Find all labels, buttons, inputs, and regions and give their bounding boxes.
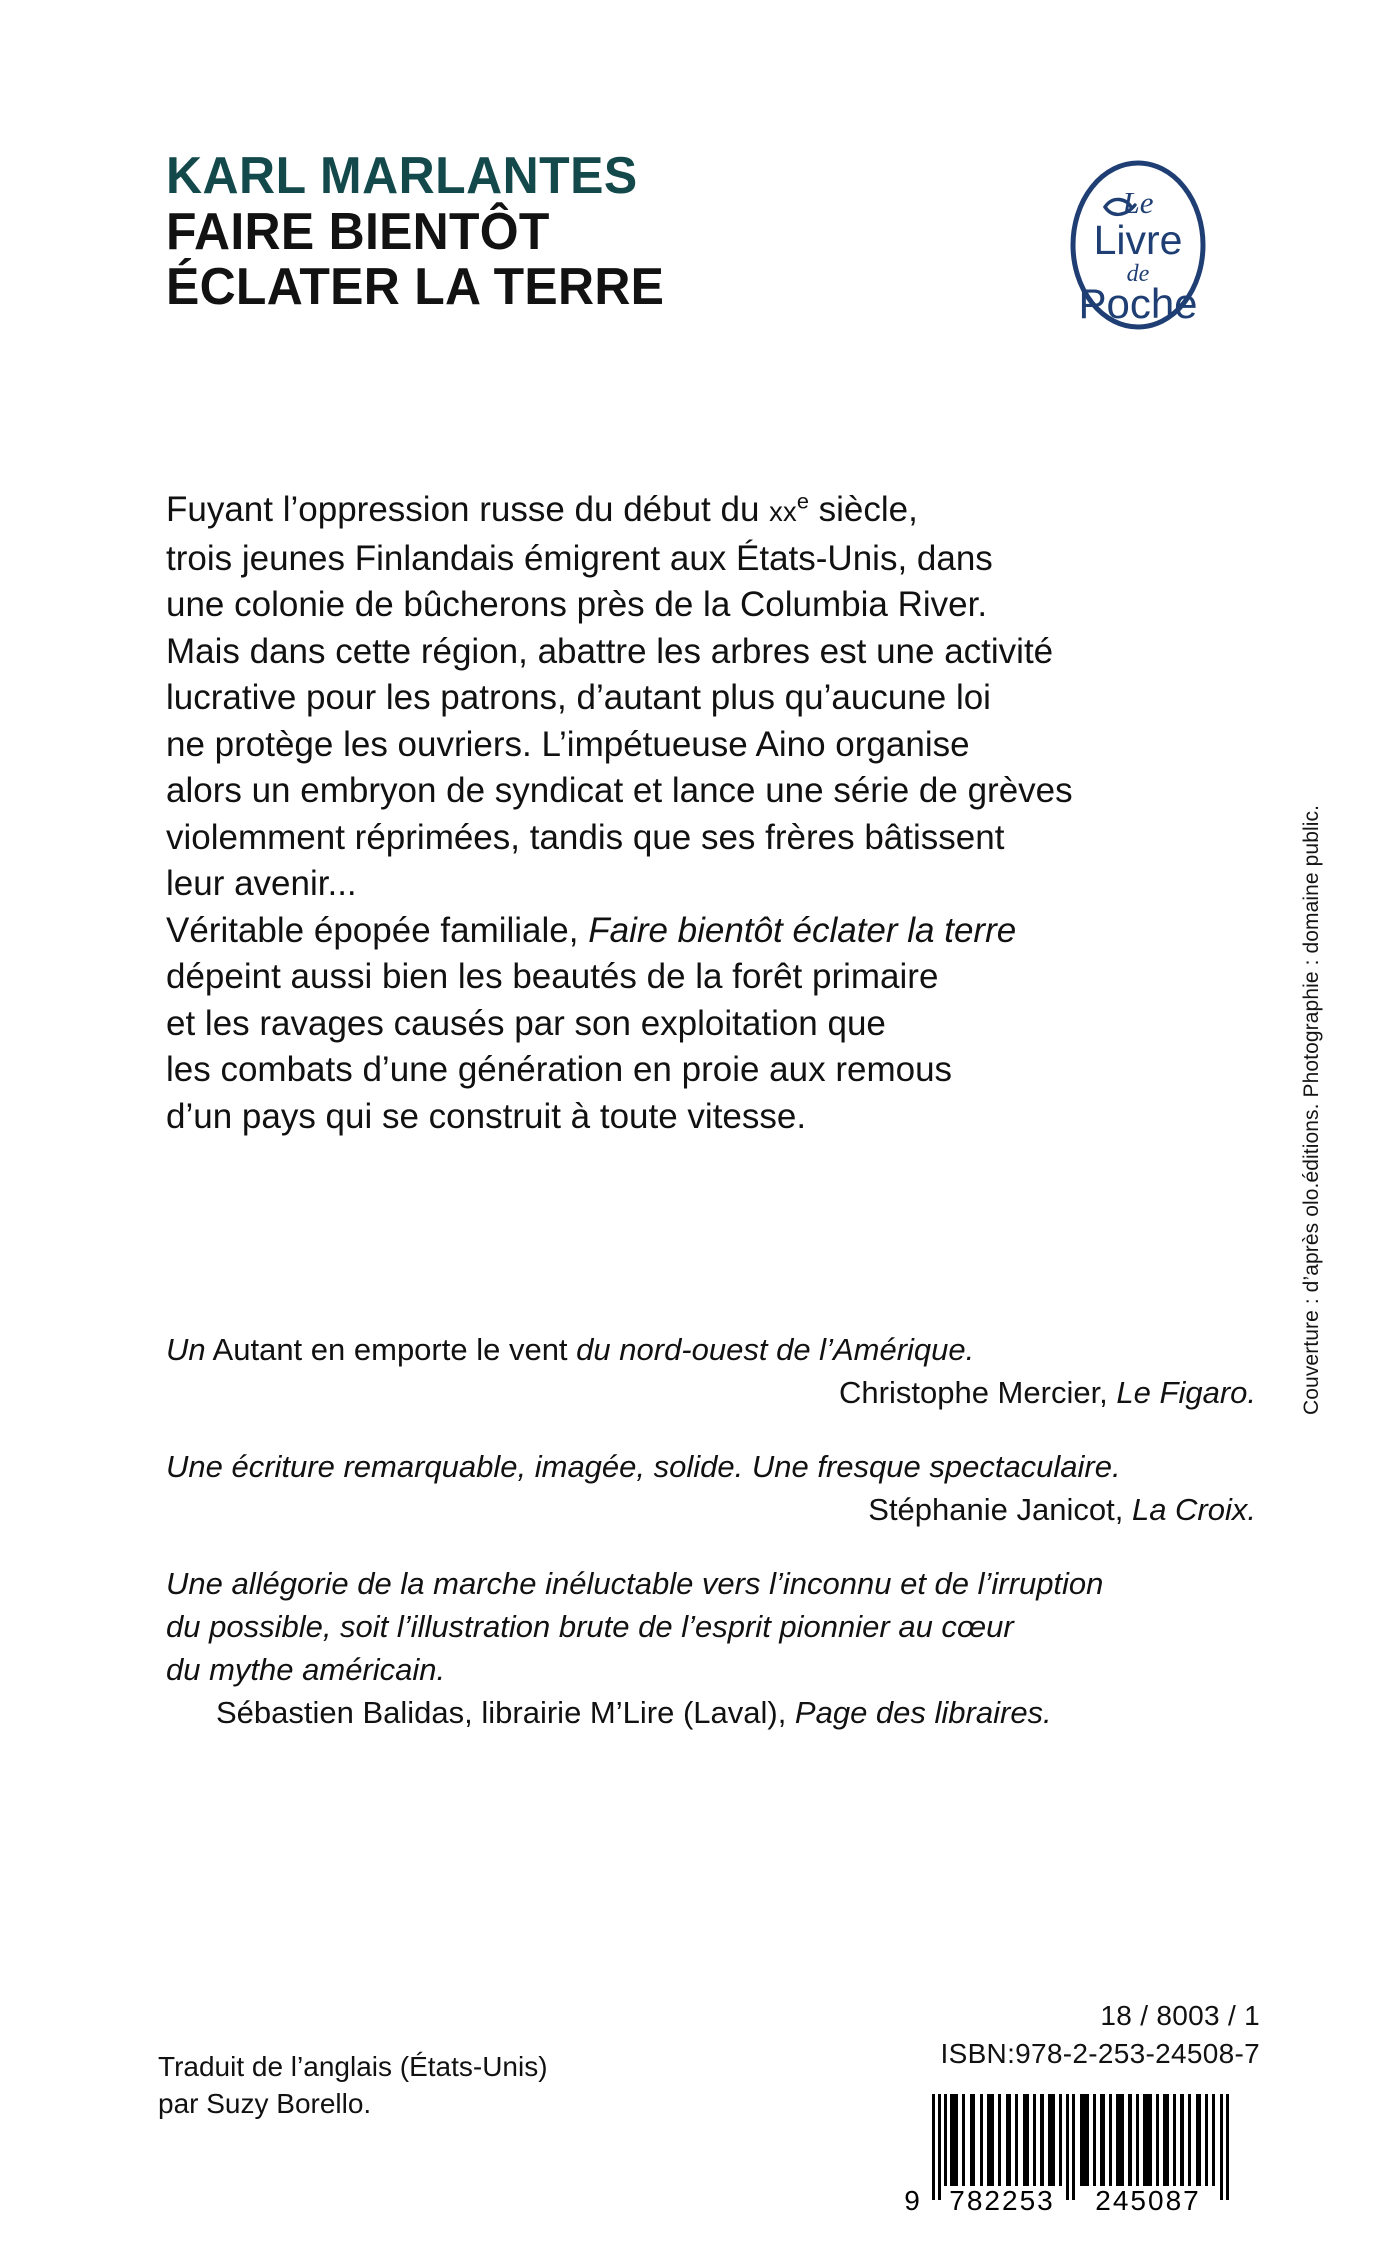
synopsis-paragraph-2 (166, 908, 1256, 1141)
synopsis-line: et les ravages causés par son exploitation que (166, 1003, 886, 1043)
cover-credit-vertical: Couverture : d’après olo.éditions. Photographie : domaine public. (1300, 804, 1323, 1415)
barcode (890, 2088, 1260, 2226)
book-title (166, 205, 1184, 315)
synopsis-line: violemment réprimées, tandis que ses frères bâtissent (166, 817, 1005, 857)
synopsis-line: Fuyant l’oppression russe du début du $xx^e$ siècle, (166, 488, 918, 529)
publication-name: La Croix. (1131, 1492, 1256, 1527)
press-quotes (166, 1328, 1256, 1734)
synopsis-line: Véritable épopée familiale, Faire bientôt éclater la terre (166, 910, 1017, 950)
century-superscript: e (796, 488, 809, 514)
logo-text-de: de (1126, 261, 1150, 287)
price-code: 18 / 8003 / 1 (1100, 2000, 1260, 2031)
synopsis-line: ne protège les ouvriers. L’impétueuse Aino organise (166, 724, 970, 764)
quote-text: du mythe américain. (166, 1652, 446, 1687)
quote-text: Une allégorie de la marche inéluctable vers l’inconnu et de l’irruption (166, 1566, 1104, 1601)
synopsis-line: dépeint aussi bien les beautés de la forêt primaire (166, 957, 939, 996)
quote-attribution: Christophe Mercier, Le Figaro. (839, 1375, 1256, 1410)
barcode-left-digits: 782253 (949, 2185, 1055, 2216)
translator-credit (158, 2048, 548, 2122)
translator-line-1: Traduit de l’anglais (États-Unis) (158, 2051, 548, 2082)
logo-text-le: Le (1122, 185, 1154, 220)
quote-page-des-libraires (166, 1562, 1256, 1734)
logo-text-livre: Livre (1093, 217, 1183, 263)
synopsis-line: une colonie de bûcherons près de la Columbia River. (166, 585, 988, 624)
title-line-1: FAIRE BIENTÔT (166, 203, 550, 262)
synopsis-line: les combats d’une génération en proie aux remous (166, 1050, 953, 1089)
title-line-2: ÉCLATER LA TERRE (166, 258, 665, 317)
barcode-right-digits: 245087 (1095, 2185, 1201, 2216)
quote-attribution: Sébastien Balidas, librairie M’Lire (Laval), Page des libraires. (216, 1695, 1052, 1730)
author-name: KARL MARLANTES (166, 147, 638, 205)
synopsis-line: lucrative pour les patrons, d’autant plus qu’aucune loi (166, 678, 991, 717)
quote-text: Une écriture remarquable, imagée, solide. Une fresque spectaculaire. (166, 1449, 1121, 1484)
quote-le-figaro (166, 1328, 1256, 1414)
quote-text: du possible, soit l’illustration brute de l’esprit pionnier au cœur (166, 1609, 1014, 1644)
synopsis (166, 487, 1256, 1140)
quote-la-croix (166, 1445, 1256, 1531)
synopsis-line: trois jeunes Finlandais émigrent aux États-Unis, dans (166, 538, 993, 578)
synopsis-line: leur avenir... (166, 864, 357, 903)
isbn-block (941, 1997, 1260, 2073)
isbn-number: ISBN:978-2-253-24508-7 (940, 2038, 1260, 2069)
synopsis-paragraph-1 (166, 487, 1256, 908)
quote-attribution: Stéphanie Janicot, La Croix. (868, 1492, 1256, 1527)
logo-text-poche: Poche (1078, 280, 1198, 327)
century-smallcaps: xx (769, 496, 797, 527)
synopsis-line: Mais dans cette région, abattre les arbres est une activité (166, 631, 1054, 671)
synopsis-line: d’un pays qui se construit à toute vitesse. (166, 1096, 807, 1136)
publication-name: Le Figaro. (1116, 1375, 1256, 1410)
synopsis-line: alors un embryon de syndicat et lance une série de grèves (166, 771, 1073, 810)
publisher-logo (1065, 155, 1211, 335)
book-title-italic: Faire bientôt éclater la terre (588, 910, 1017, 950)
translator-line-2: par Suzy Borello. (158, 2088, 372, 2119)
publication-name: Page des libraires. (794, 1695, 1052, 1730)
barcode-lead-digit: 9 (904, 2185, 920, 2216)
quote-text: Un Autant en emporte le vent du nord-ouest de l’Amérique. (166, 1332, 975, 1367)
